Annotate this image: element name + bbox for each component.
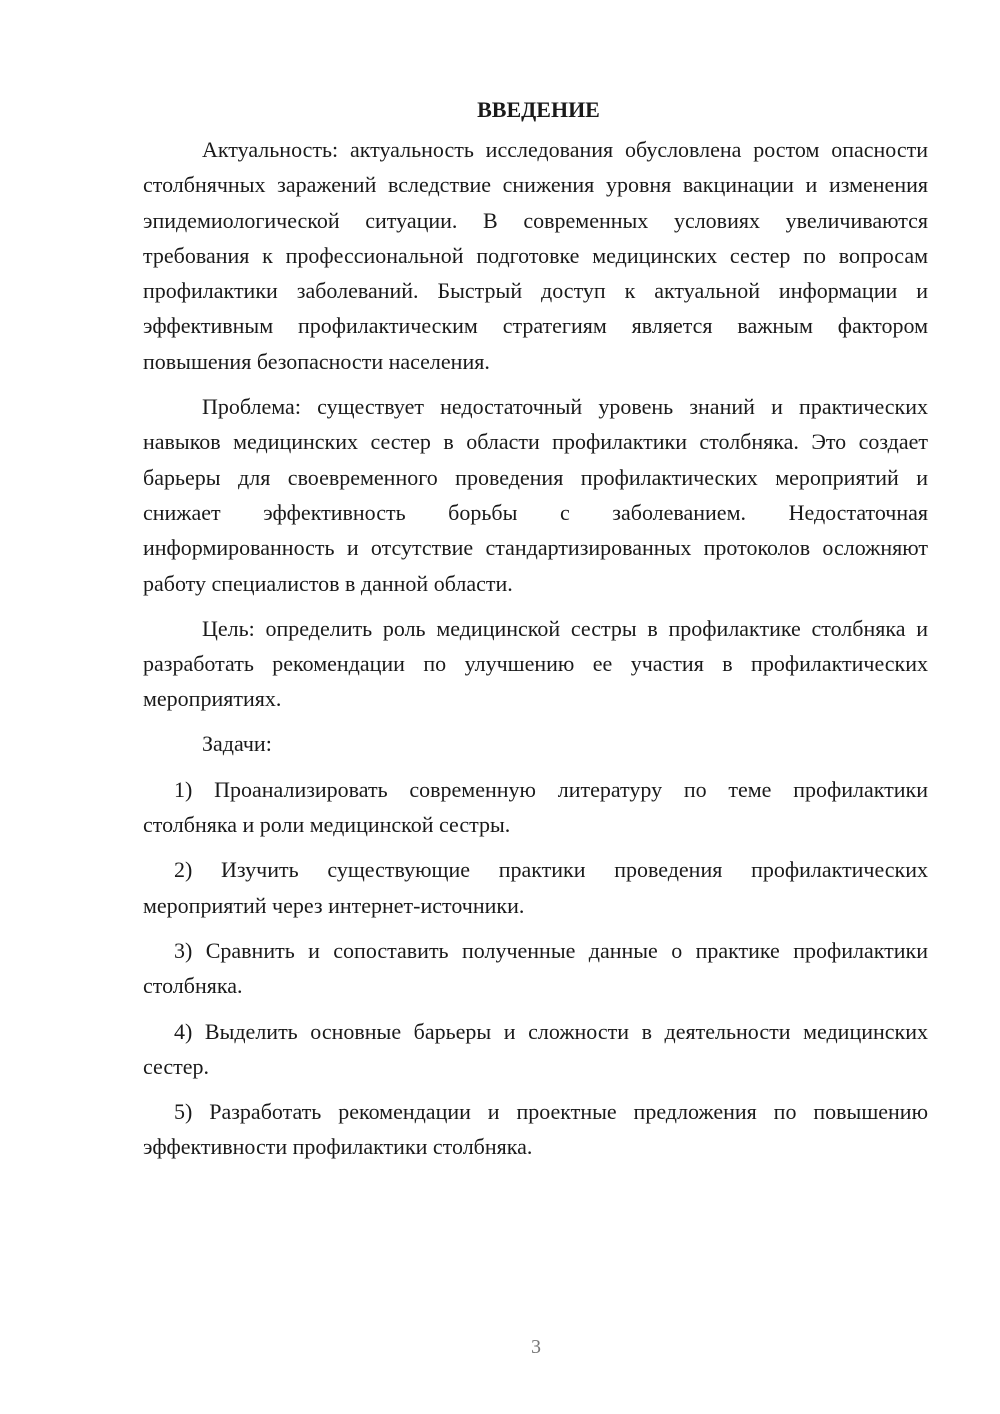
tasks-label: Задачи:	[202, 730, 272, 756]
goal-paragraph: Цель: определить роль медицинской сестры в профилактике столбняка и разработать рекомендации по улучшению ее участия в профилактических мероприятиях.	[143, 615, 928, 712]
relevance-paragraph: Актуальность: актуальность исследования обусловлена ростом опасности столбнячных заражений вследствие снижения уровня вакцинации и изменения эпидемиологической ситуации. В современных условиях увеличиваются требования к профессиональной подготовке медицинских сестер по вопросам профилактики заболеваний. Быстрый доступ к актуальной информации и эффективным профилактическим стратегиям является важным фактором повышения безопасности населения.	[143, 137, 928, 374]
task-item-3: 3) Сравнить и сопоставить полученные данные о практике профилактики столбняка.	[143, 937, 928, 999]
page-number: 3	[531, 1336, 541, 1358]
task-item-5: 5) Разработать рекомендации и проектные предложения по повышению эффективности профилактики столбняка.	[143, 1099, 928, 1160]
section-heading: ВВЕДЕНИЕ	[477, 97, 600, 122]
task-item-2: 2) Изучить существующие практики проведения профилактических мероприятий через интернет-источники.	[143, 857, 928, 918]
problem-paragraph: Проблема: существует недостаточный уровень знаний и практических навыков медицинских сестер в области профилактики столбняка. Это создает барьеры для своевременного проведения профилактических мероприятий и снижает эффективность борьбы с заболеванием. Недостаточная информированность и отсутствие стандартизированных протоколов осложняют работу специалистов в данной области.	[143, 394, 928, 596]
task-item-4: 4) Выделить основные барьеры и сложности в деятельности медицинских сестер.	[143, 1018, 928, 1079]
task-item-1: 1) Проанализировать современную литературу по теме профилактики столбняка и роли медицинской сестры.	[143, 776, 928, 838]
page-content	[143, 92, 928, 1165]
